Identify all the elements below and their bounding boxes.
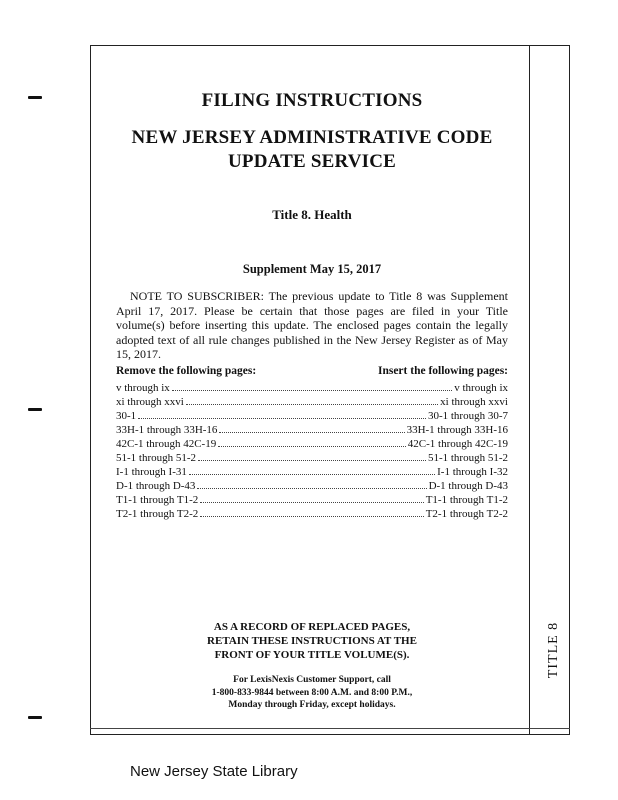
list-item bbox=[116, 479, 508, 493]
record-line-3: FRONT OF YOUR TITLE VOLUME(S). bbox=[214, 649, 410, 661]
support-line-1: For LexisNexis Customer Support, call bbox=[233, 675, 391, 685]
list-item bbox=[116, 507, 508, 521]
note-to-subscriber: NOTE TO SUBSCRIBER: The previous update to Title 8 was Supplement April 17, 2017. Please be certain that those pages are filed in your Title volume(s) before inserting this update. The enclosed pages contain the legally adopted text of all rule changes published in the New Jersey Register as of May 15, 2017. bbox=[116, 289, 508, 362]
insert-pages: v through ix bbox=[454, 382, 508, 394]
insert-pages: 51-1 through 51-2 bbox=[427, 452, 508, 464]
supplement-date: Supplement May 15, 2017 bbox=[242, 262, 382, 276]
record-instruction bbox=[116, 620, 508, 662]
page-replacement-list bbox=[116, 381, 508, 521]
remove-pages: I-1 through I-31 bbox=[116, 466, 187, 478]
leader-dots bbox=[218, 437, 406, 447]
list-item bbox=[116, 437, 508, 451]
record-line-2: RETAIN THESE INSTRUCTIONS AT THE bbox=[207, 635, 417, 647]
list-item bbox=[116, 423, 508, 437]
remove-pages: 42C-1 through 42C-19 bbox=[116, 438, 217, 450]
list-item bbox=[116, 395, 508, 409]
list-item bbox=[116, 381, 508, 395]
leader-dots bbox=[138, 409, 426, 419]
remove-pages: v through ix bbox=[116, 382, 170, 394]
remove-column-header: Remove the following pages: bbox=[116, 365, 257, 377]
customer-support-info bbox=[116, 674, 508, 712]
punch-mark-top bbox=[28, 96, 42, 99]
leader-dots bbox=[219, 423, 404, 433]
document-title: FILING INSTRUCTIONS bbox=[201, 90, 423, 111]
insert-column-header: Insert the following pages: bbox=[377, 365, 508, 377]
leader-dots bbox=[198, 451, 426, 461]
list-item bbox=[116, 409, 508, 423]
support-line-3: Monday through Friday, except holidays. bbox=[228, 700, 396, 710]
remove-pages: xi through xxvi bbox=[116, 396, 184, 408]
filing-instructions-sheet bbox=[116, 45, 508, 725]
insert-pages: I-1 through I-32 bbox=[437, 466, 508, 478]
remove-pages: D-1 through D-43 bbox=[116, 480, 196, 492]
code-title-line1: NEW JERSEY ADMINISTRATIVE CODE bbox=[131, 127, 493, 148]
leader-dots bbox=[200, 507, 423, 517]
insert-pages: 42C-1 through 42C-19 bbox=[407, 438, 508, 450]
remove-pages: T1-1 through T1-2 bbox=[116, 494, 199, 506]
leader-dots bbox=[186, 395, 438, 405]
remove-pages: 33H-1 through 33H-16 bbox=[116, 424, 218, 436]
punch-mark-bottom bbox=[28, 716, 42, 719]
leader-dots bbox=[172, 381, 452, 391]
title-tab-label bbox=[524, 610, 584, 690]
remove-pages: T2-1 through T2-2 bbox=[116, 508, 199, 520]
insert-pages: T2-1 through T2-2 bbox=[425, 508, 508, 520]
code-title-line2: UPDATE SERVICE bbox=[227, 151, 397, 172]
library-footer: New Jersey State Library bbox=[130, 763, 298, 780]
leader-dots bbox=[200, 493, 423, 503]
leader-dots bbox=[197, 479, 426, 489]
insert-pages: D-1 through D-43 bbox=[428, 480, 508, 492]
insert-pages: 30-1 through 30-7 bbox=[427, 410, 508, 422]
support-line-2: 1-800-833-9844 between 8:00 A.M. and 8:00 P.M., bbox=[211, 687, 413, 698]
insert-pages: xi through xxvi bbox=[440, 396, 508, 408]
record-line-1: AS A RECORD OF REPLACED PAGES, bbox=[213, 621, 411, 633]
remove-pages: 30-1 bbox=[116, 410, 137, 422]
list-item bbox=[116, 465, 508, 479]
title-tab-text: TITLE 8 bbox=[546, 621, 561, 679]
punch-mark-middle bbox=[28, 408, 42, 411]
insert-pages: T1-1 through T1-2 bbox=[425, 494, 508, 506]
list-item bbox=[116, 451, 508, 465]
bottom-rule bbox=[90, 728, 570, 729]
title-subject: Title 8. Health bbox=[272, 207, 352, 222]
page-columns-header bbox=[116, 365, 508, 377]
insert-pages: 33H-1 through 33H-16 bbox=[406, 424, 508, 436]
leader-dots bbox=[189, 465, 435, 475]
list-item bbox=[116, 493, 508, 507]
remove-pages: 51-1 through 51-2 bbox=[116, 452, 197, 464]
